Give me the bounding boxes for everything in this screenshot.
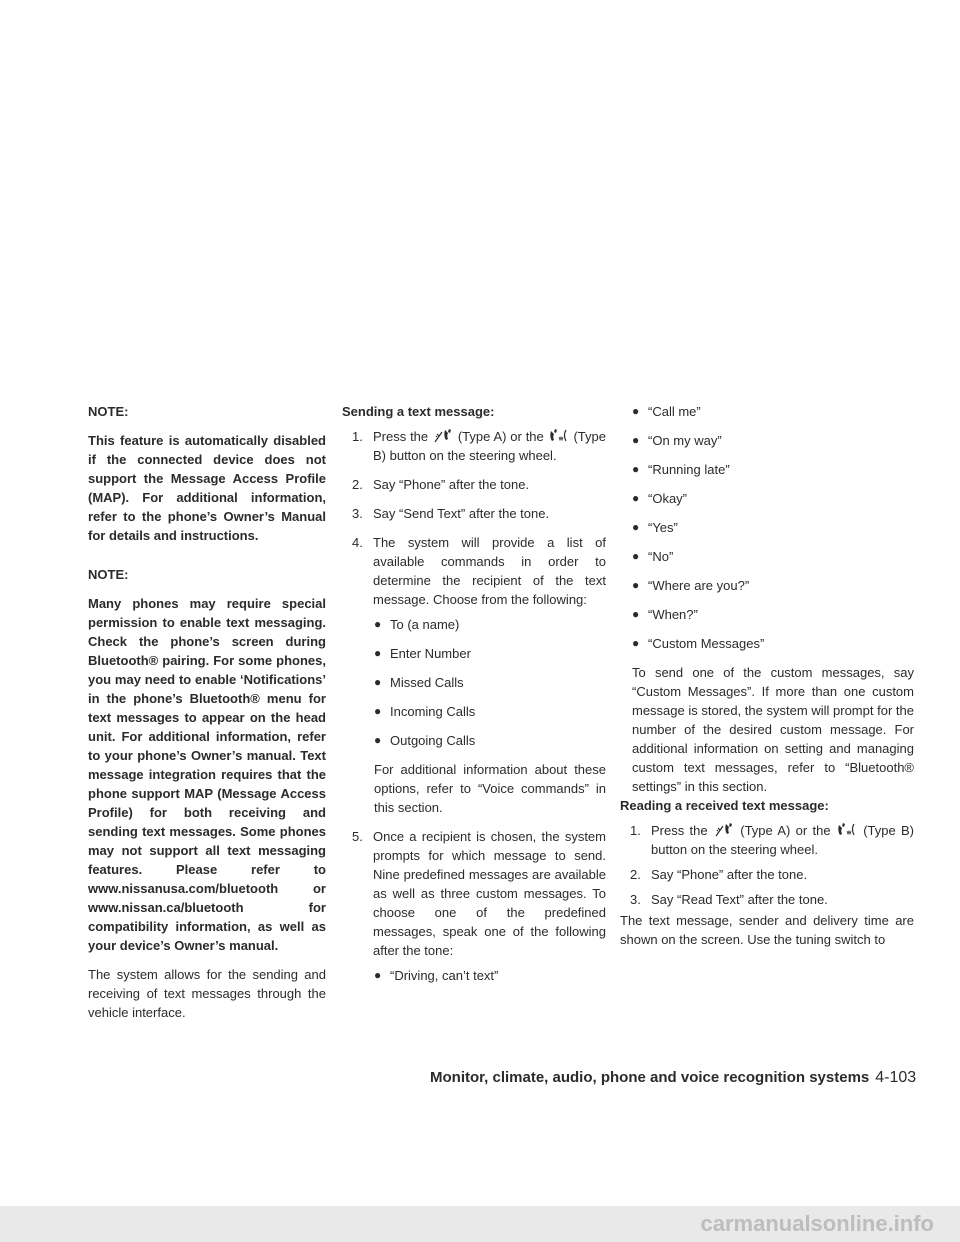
phone-voice-type-a-icon — [713, 822, 735, 838]
page-footer — [430, 1068, 917, 1087]
read-step-1: 1. Press the (Type A) or the (Type B) button on the steering wheel. — [630, 823, 914, 857]
reading-heading: Reading a received text message: — [620, 798, 829, 813]
watermark-text: carmanualsonline.info — [700, 1211, 934, 1236]
send-step-5: 5. Once a recipient is chosen, the system prompts for which message to send. Nine predefined messages are available as well as three custom messages. To choose one of the predefined messages, speak one of the following after the tone: — [352, 829, 606, 958]
list-item: ● “On my way” — [632, 433, 722, 448]
closing-text: The text message, sender and delivery time are shown on the screen. Use the tuning switch to — [620, 913, 914, 947]
send-step-1: 1. Press the (Type A) or the (Type B) button on the steering wheel. — [352, 429, 606, 463]
list-item: ● Outgoing Calls — [374, 733, 476, 748]
list-item: ● “Custom Messages” — [632, 636, 765, 651]
list-item: ● Missed Calls — [374, 675, 464, 690]
page-number: 4-103 — [875, 1069, 917, 1086]
list-item: ● Enter Number — [374, 646, 471, 661]
list-item: ● To (a name) — [374, 617, 460, 632]
phone-voice-type-b-icon — [548, 428, 570, 444]
voice-commands-note: For additional information about these options, refer to “Voice commands” in this section. — [374, 762, 606, 815]
sending-heading: Sending a text message: — [342, 404, 495, 419]
left-column — [88, 402, 326, 1022]
send-step-3: 3. Say “Send Text” after the tone. — [352, 506, 550, 521]
send-step-4: 4. The system will provide a list of available commands in order to determine the recipient of the text message. Choose from the following: — [352, 535, 606, 607]
custom-messages-note: To send one of the custom messages, say “Custom Messages”. If more than one custom message is stored, the system will prompt for the number of the desired custom message. For additional information on setting and managing custom text messages, refer to “Bluetooth® settings” in this section. — [632, 665, 914, 794]
list-item: ● “No” — [632, 549, 674, 564]
right-column — [620, 402, 914, 949]
middle-column — [342, 402, 606, 995]
read-step-3: 3. Say “Read Text” after the tone. — [630, 892, 828, 907]
step-number: 1. — [352, 429, 363, 444]
list-item: ● Incoming Calls — [374, 704, 476, 719]
system-description: The system allows for the sending and receiving of text messages through the vehicle interface. — [88, 967, 326, 1020]
map-note-text: This feature is automatically disabled if the connected device does not support the Message Access Profile (MAP). For additional information, refer to the phone’s Owner’s Manual for details and instructions. — [88, 433, 326, 543]
send-step-2: 2. Say “Phone” after the tone. — [352, 477, 530, 492]
list-item: ● “Running late” — [632, 462, 730, 477]
section-title: Monitor, climate, audio, phone and voice recognition systems — [430, 1069, 870, 1086]
list-item: ● “Yes” — [632, 520, 678, 535]
phone-voice-type-a-icon — [432, 428, 454, 444]
list-item: ● “When?” — [632, 607, 698, 622]
permission-note-text: Many phones may require special permission to enable text messaging. Check the phone’s screen during Bluetooth® pairing. For some phones, you may need to enable ‘Notifications’ in the phone’s Bluetooth® menu for text messages to appear on the head unit. For additional information, refer to your phone’s Owner’s manual. Text message integration requires that the phone support MAP (Message Access Profile) for both receiving and sending text messages. Some phones may not support all text messaging features. Please refer to www.nissanusa.com/bluetooth or www.nissan.ca/bluetooth for compatibility information, as well as your device’s Owner’s manual. — [88, 596, 326, 953]
list-item: ● “Where are you?” — [632, 578, 750, 593]
list-item: ● “Call me” — [632, 404, 701, 419]
list-item: ● “Okay” — [632, 491, 687, 506]
phone-voice-type-b-icon — [836, 822, 858, 838]
list-item: ● “Driving, can’t text” — [374, 968, 499, 983]
note-heading: NOTE: — [88, 404, 129, 419]
note-heading: NOTE: — [88, 567, 129, 582]
watermark — [0, 1206, 960, 1242]
read-step-2: 2. Say “Phone” after the tone. — [630, 867, 808, 882]
